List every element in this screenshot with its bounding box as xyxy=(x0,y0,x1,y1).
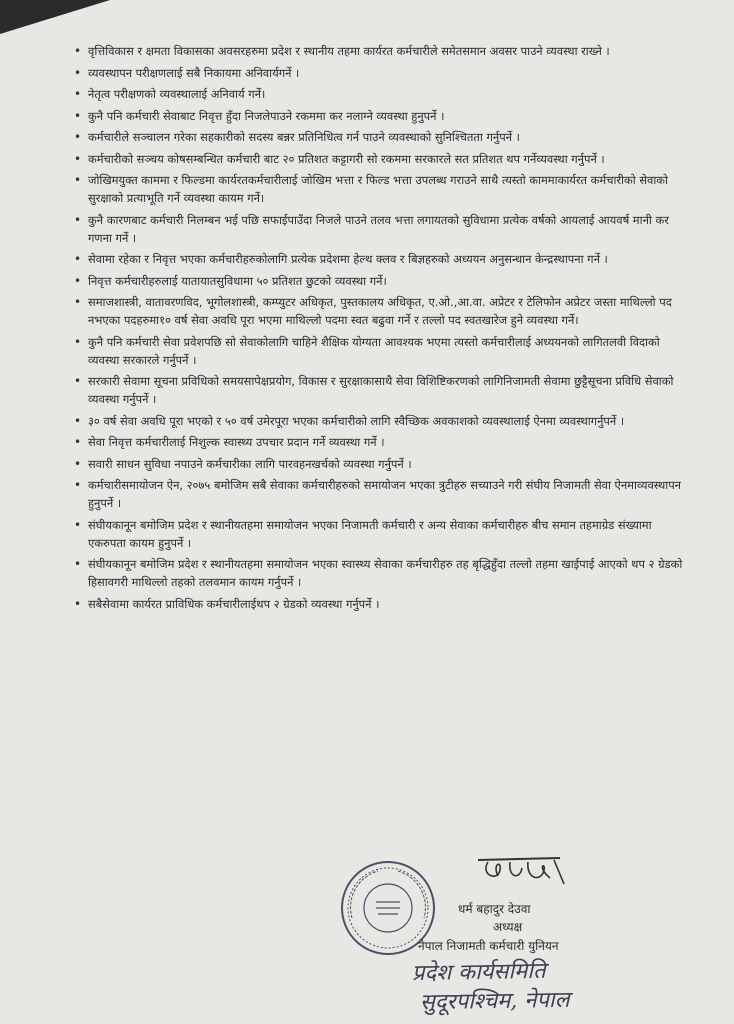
bullet-icon: • xyxy=(74,478,82,492)
list-item: • सबैसेवामा कार्यरत प्राविधिक कर्मचारीलाईथप २ ग्रेडको व्यवस्था गर्नुपर्ने । xyxy=(74,596,380,611)
bullet-icon: • xyxy=(74,596,82,611)
bullet-icon: • xyxy=(74,435,82,449)
list-item: • संघीयकानून बमोजिम प्रदेश र स्थानीयतहमा समायोजन भएका स्वास्थ्य सेवाका कर्मचारीहरु तह बृद्धिहुँदा तल्लो तहमा खाईपाई आएको थप २ ग्रेडको हिसावगरी माथिल्लो तहको तलवमान कायम गर्नुपर्ने । xyxy=(74,557,683,589)
list-item: • कुनै पनि कर्मचारी सेवा प्रवेशपछि सो सेवाकोलागि चाहिने शैक्षिक योग्यता आवश्यक भएमा त्यस्तो कर्मचारीलाई अध्ययनको लागितलवी विदाको व्यवस्था सरकारले गर्नुपर्ने । xyxy=(74,334,660,367)
signatory-organization: नेपाल निजामती कर्मचारी युनियन xyxy=(418,939,559,953)
bullet-icon: • xyxy=(74,374,82,388)
list-item: • कर्मचारीले सञ्चालन गरेका सहकारीको सदस्य बन्नर प्रतिनिधित्व गर्न पाउने व्यवस्थाको सुनिश्चितता गर्नुपर्ने । xyxy=(74,130,520,144)
signatory-name: धर्म बहादुर देउवा xyxy=(458,902,531,916)
list-item: • कुनै पनि कर्मचारी सेवाबाट निवृत्त हुँदा निजलेपाउने रकममा कर नलाग्ने व्यवस्था हुनुपर्ने । xyxy=(74,108,445,123)
official-seal-icon xyxy=(338,858,438,958)
bullet-icon: • xyxy=(74,517,82,532)
bullet-icon: • xyxy=(74,295,82,309)
list-item: • निवृत्त कर्मचारीहरुलाई यातायातसुविधामा ५० प्रतिशत छुटको व्यवस्था गर्ने। xyxy=(74,273,387,288)
bullet-icon: • xyxy=(74,151,82,166)
list-item: • व्यवस्थापन परीक्षणलाई सबै निकायमा अनिवार्यगर्ने । xyxy=(74,65,300,80)
bullet-icon: • xyxy=(74,65,82,80)
bullet-icon: • xyxy=(74,44,82,58)
list-item: • कर्मचारीसमायोजन ऐन, २०७५ बमोजिम सबै सेवाका कर्मचारीहरुको समायोजन भएका त्रुटीहरु सच्याउने गरी संघीय निजामती सेवा ऐनमाव्यवस्थापन हुनुपर्ने । xyxy=(74,478,681,510)
list-item: • संघीयकानून बमोजिम प्रदेश र स्थानीयतहमा समायोजन भएका निजामती कर्मचारी र अन्य सेवाका कर्मचारीहरु बीच समान तहमाग्रेड संख्यामा एकरुपता कायम हुनुपर्ने । xyxy=(74,517,652,550)
list-item: • नेतृत्व परीक्षणको व्यवस्थालाई अनिवार्य गर्ने। xyxy=(74,87,266,101)
list-item: • ३० वर्ष सेवा अवधि पूरा भएको र ५० वर्ष उमेरपूरा भएका कर्मचारीको लागि स्वैच्छिक अवकाशको व्यवस्थालाई ऐनमा व्यवस्थागर्नुपर्ने । xyxy=(74,413,625,428)
list-item: • जोखिमयुक्त काममा र फिल्डमा कार्यरतकर्मचारीलाई जोखिम भत्ता र फिल्ड भत्ता उपलब्ध गराउने साथै त्यस्तो काममाकार्यरत कर्मचारीको सेवाको सुरक्षाको प्रत्याभूति गर्ने व्यवस्था कायम गर्ने। xyxy=(74,173,669,205)
bullet-icon: • xyxy=(74,456,82,471)
bullet-icon: • xyxy=(74,108,82,123)
bullet-icon: • xyxy=(74,252,82,266)
handwritten-province: सुदूरपश्चिम, नेपाल xyxy=(419,987,570,1016)
list-item: • कुनै कारणबाट कर्मचारी निलम्बन भई पछि सफाईपाउँदा निजले पाउने तलव भत्ता लगायतको सुविधामा प्रत्येक वर्षको आयलाई आयवर्ष मानी कर गणना गर्ने । xyxy=(74,212,669,245)
signatory-title: अध्यक्ष xyxy=(493,920,523,934)
list-item: • सरकारी सेवामा सूचना प्रविधिको समयसापेक्षप्रयोग, विकास र सुरक्षाकासाथै सेवा विशिष्टिकरणको लागिनिजामती सेवामा छुट्टैसूचना प्रविधि सेवाको व्यवस्था गर्नुपर्ने । xyxy=(74,374,674,406)
bullet-icon: • xyxy=(74,413,82,428)
list-item: • कर्मचारीको सञ्चय कोषसम्बन्धित कर्मचारी बाट २० प्रतिशत कट्टागरी सो रकममा सरकारले सत प्रतिशत थप गर्नेव्यवस्था गर्नुपर्ने । xyxy=(74,151,605,166)
list-item: • सेवा निवृत्त कर्मचारीलाई निशुल्क स्वास्थ्य उपचार प्रदान गर्ने व्यवस्था गर्ने । xyxy=(74,435,385,449)
signature-scribble-icon xyxy=(470,850,570,895)
list-item: • सेवामा रहेका र निवृत्त भएका कर्मचारीहरुकोलागि प्रत्येक प्रदेशमा हेल्थ क्लव र बिज्ञहरुको अध्ययन अनुसन्धान केन्द्रस्थापना गर्ने । xyxy=(74,252,608,266)
bullet-icon: • xyxy=(74,334,82,349)
list-item: • वृत्तिविकास र क्षमता विकासका अवसरहरुमा प्रदेश र स्थानीय तहमा कार्यरत कर्मचारीले समेतसमान अवसर पाउने व्यवस्था राख्ने । xyxy=(74,44,610,58)
handwritten-committee: प्रदेश कार्यसमिति xyxy=(411,958,546,987)
bullet-icon: • xyxy=(74,173,82,187)
bullet-icon: • xyxy=(74,273,82,288)
list-item: • समाजशास्त्री, वातावरणविद, भूगोलशास्त्री, कम्प्युटर अधिकृत, पुस्तकालय अधिकृत, ए.ओ.,आ.वा. अप्रेटर र टेलिफोन अप्रेटर जस्ता माथिल्लो पद नभएका पदहरुमा१० वर्ष सेवा अवधि पूरा भएमा माथिल्लो पदमा स्वत बढुवा गर्ने र तल्लो पद स्वतखारेज हुने व्यवस्था गर्ने। xyxy=(74,295,672,327)
list-item: • सवारी साधन सुविधा नपाउने कर्मचारीका लागि पारवहनखर्चको व्यवस्था गर्नुपर्ने । xyxy=(74,456,412,471)
demand-list xyxy=(74,42,688,616)
bullet-icon: • xyxy=(74,130,82,144)
bullet-icon: • xyxy=(74,212,82,227)
bullet-icon: • xyxy=(74,87,82,101)
bullet-icon: • xyxy=(74,557,82,571)
